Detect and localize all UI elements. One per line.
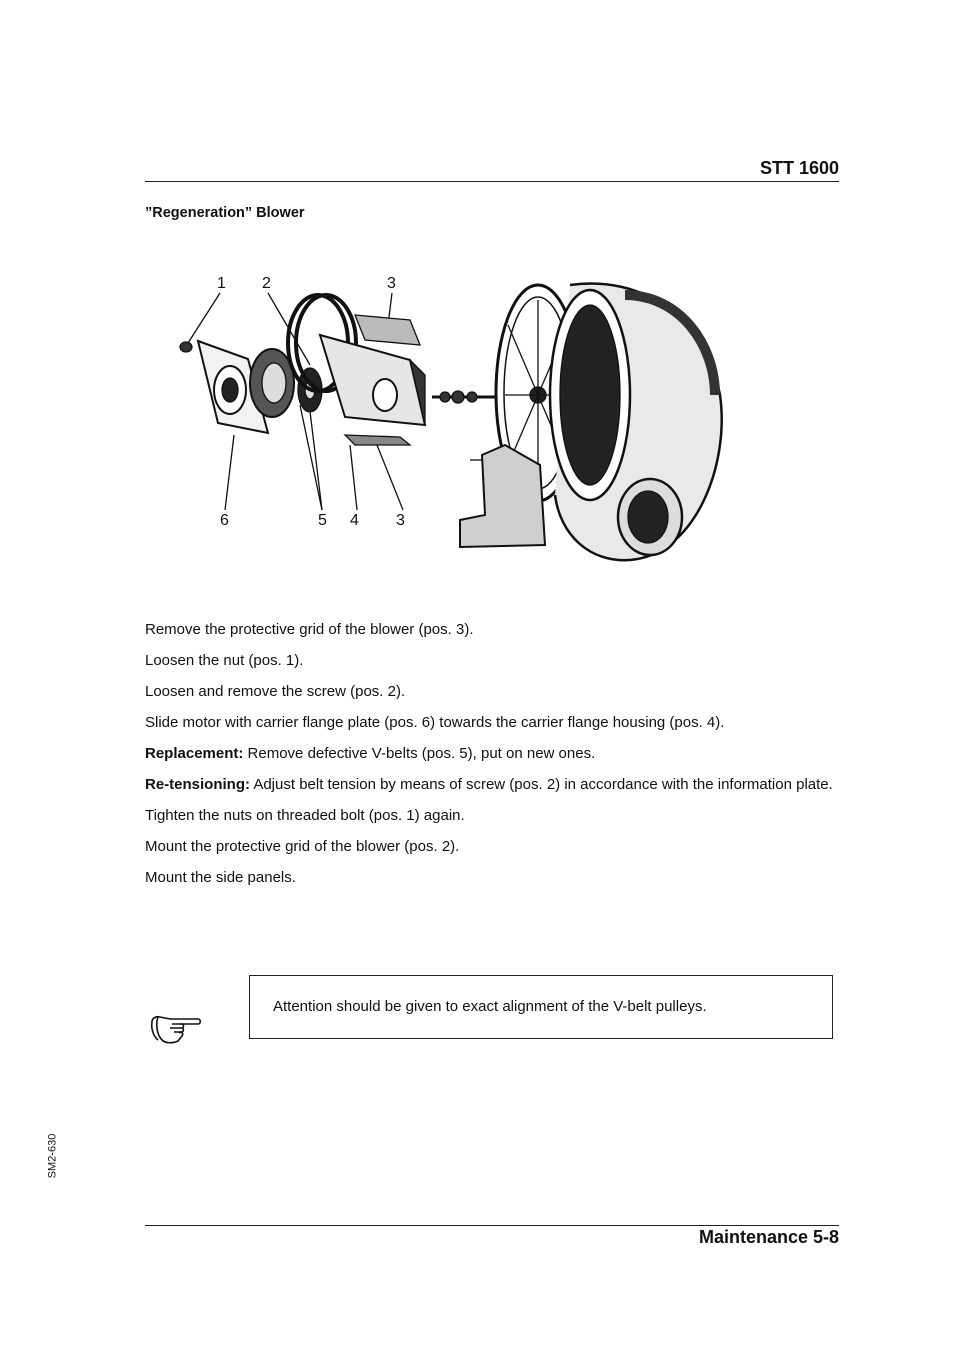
instruction-step: Remove the protective grid of the blower (pos. 3).	[145, 621, 474, 638]
callout-top-3: 3	[387, 275, 396, 292]
page-footer-title: Maintenance 5-8	[698, 1227, 839, 1247]
callout-bottom-3: 3	[396, 512, 405, 529]
header-divider	[145, 181, 839, 182]
callout-bottom-6: 6	[220, 512, 229, 529]
callout-bottom-5: 5	[318, 512, 327, 529]
pointing-hand-icon	[148, 1010, 204, 1046]
page-header-title: STT 1600	[759, 158, 839, 178]
footer-divider	[145, 1225, 839, 1226]
instruction-step: Mount the protective grid of the blower (pos. 2).	[145, 838, 460, 855]
blower-exploded-diagram	[160, 255, 740, 575]
attention-note-text: Attention should be given to exact alignment of the V-belt pulleys.	[273, 998, 707, 1015]
instruction-step: Tighten the nuts on threaded bolt (pos. 1) again.	[145, 807, 465, 824]
instruction-step: Loosen the nut (pos. 1).	[145, 652, 304, 669]
blower-drawing	[160, 255, 740, 575]
section-title: ”Regeneration” Blower	[145, 205, 305, 221]
callout-top-1: 1	[217, 275, 226, 292]
instruction-step: Mount the side panels.	[145, 869, 296, 886]
instruction-list	[145, 620, 840, 899]
instruction-step-replacement: Replacement: Remove defective V-belts (pos. 5), put on new ones.	[145, 745, 596, 762]
callout-top-2: 2	[262, 275, 271, 292]
instruction-step-retensioning: Re-tensioning: Adjust belt tension by means of screw (pos. 2) in accordance with the information plate.	[145, 776, 833, 793]
callout-bottom-4: 4	[350, 512, 359, 529]
instruction-step: Loosen and remove the screw (pos. 2).	[145, 683, 406, 700]
attention-note-box	[249, 975, 833, 1039]
instruction-step: Slide motor with carrier flange plate (pos. 6) towards the carrier flange housing (pos. 4).	[145, 714, 725, 731]
document-code: SM2-630	[46, 1133, 59, 1179]
